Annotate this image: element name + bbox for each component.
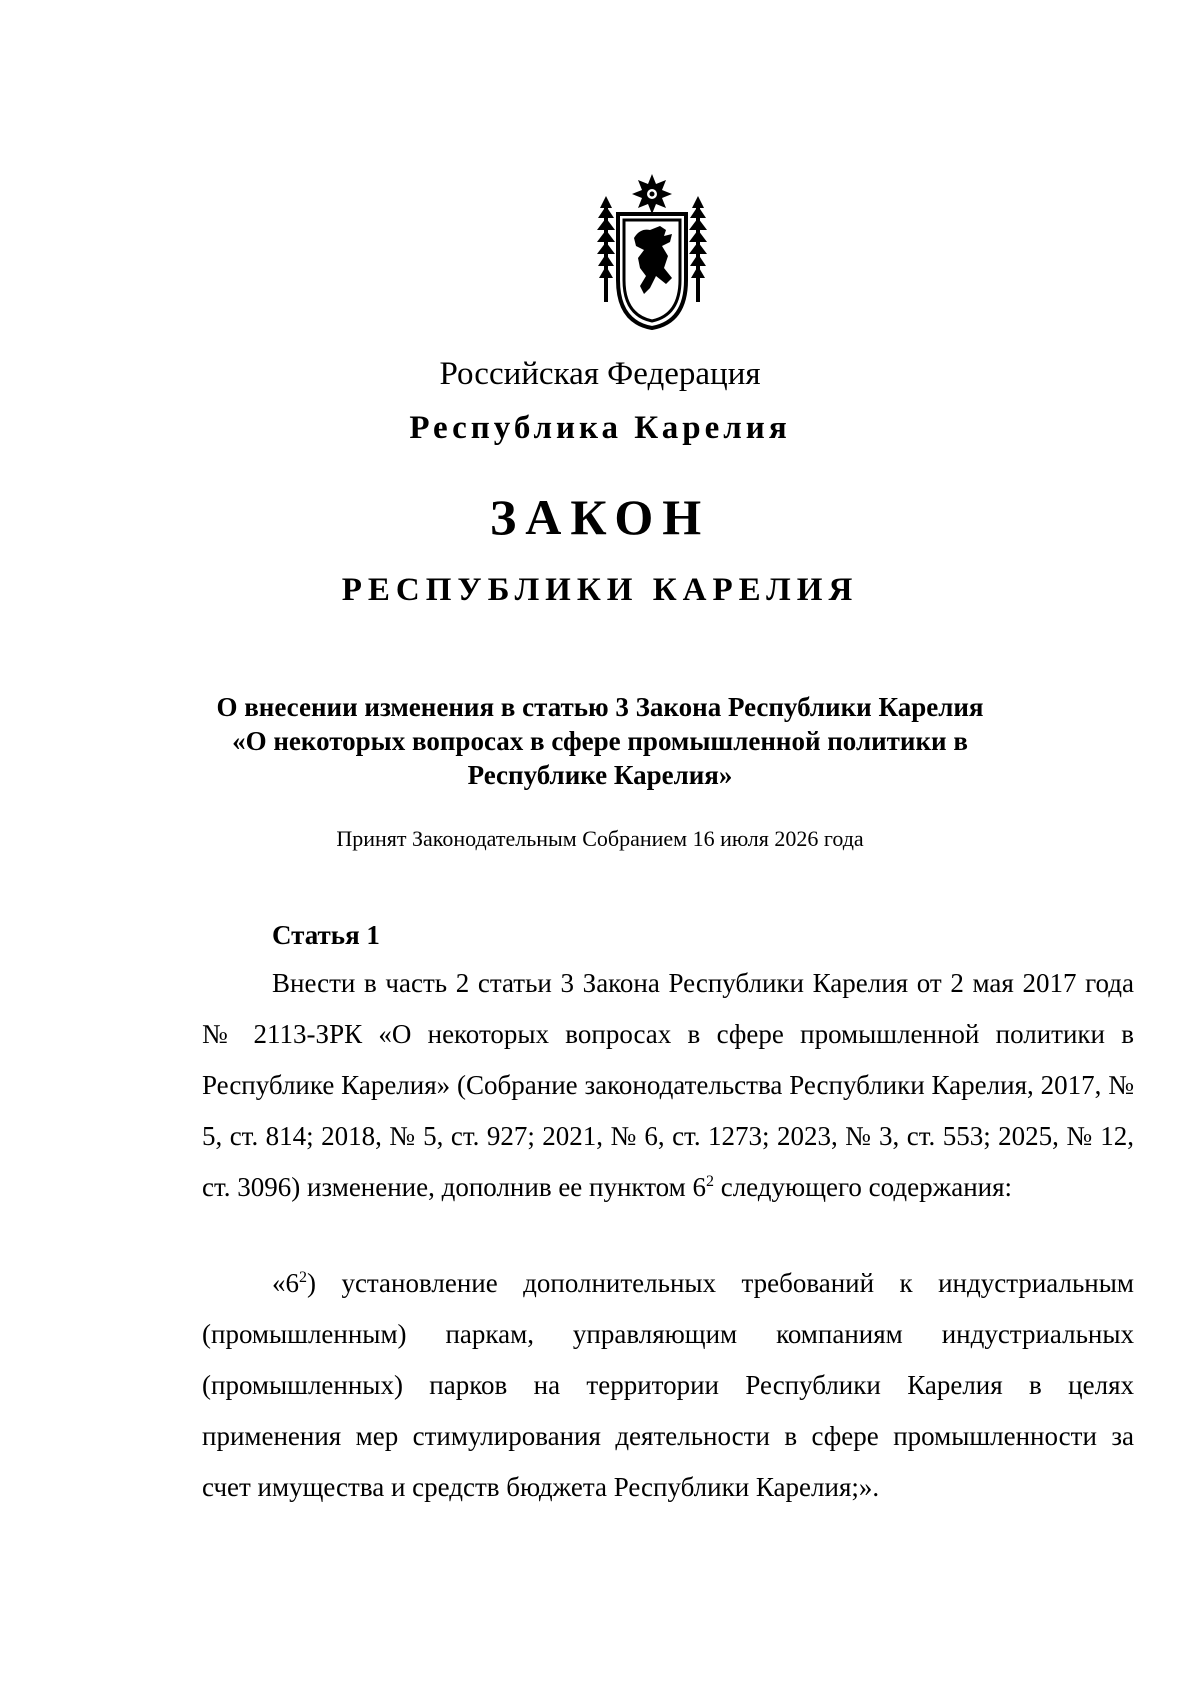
federation-heading: Российская Федерация xyxy=(439,356,761,392)
law-subtitle: РЕСПУБЛИКИ КАРЕЛИЯ xyxy=(341,572,859,608)
document-title-line: Республике Карелия» xyxy=(467,760,733,790)
republic-heading: Республика Карелия xyxy=(409,410,791,446)
document-title-line: «О некоторых вопросах в сфере промышленной политики в xyxy=(232,726,968,756)
adoption-date: Принят Законодательным Собранием 16 июля 2026 года xyxy=(336,826,864,851)
article-paragraph xyxy=(202,1258,1134,1513)
superscript: 2 xyxy=(705,1173,714,1190)
article-paragraph xyxy=(202,958,1134,1213)
paragraph-text: Внести в часть 2 статьи 3 Закона Республики Карелия от 2 мая 2017 года № 2113-ЗРК «О некоторых вопросах в сфере промышленной политики в Республике Карелия» (Собрание законодательства Республики Карелия, 2017, № 5, ст. 814; 2018, № 5, ст. 927; 2021, № 6, ст. 1273; 2023, № 3, ст. 553; 2025, № 12, ст. 3096) изменение, дополнив ее пунктом 6 xyxy=(202,968,1134,1202)
document-title-line: О внесении изменения в статью 3 Закона Республики Карелия xyxy=(216,692,984,722)
karelia-coat-of-arms-icon xyxy=(594,172,710,332)
law-title: ЗАКОН xyxy=(489,489,711,545)
paragraph-text: следующего содержания: xyxy=(713,1172,1013,1202)
document-title xyxy=(200,690,1000,792)
paragraph-text: ) установление дополнительных требований к индустриальным (промышленным) паркам, управляющим компаниям индустриальных (промышленных) парков на территории Республики Карелия в целях применения мер стимулирования деятельности в сфере промышленности за счет имущества и средств бюджета Республики Карелия;». xyxy=(202,1268,1134,1502)
superscript: 2 xyxy=(299,1269,307,1286)
paragraph-text: «6 xyxy=(272,1268,299,1298)
article-heading: Статья 1 xyxy=(272,920,380,950)
